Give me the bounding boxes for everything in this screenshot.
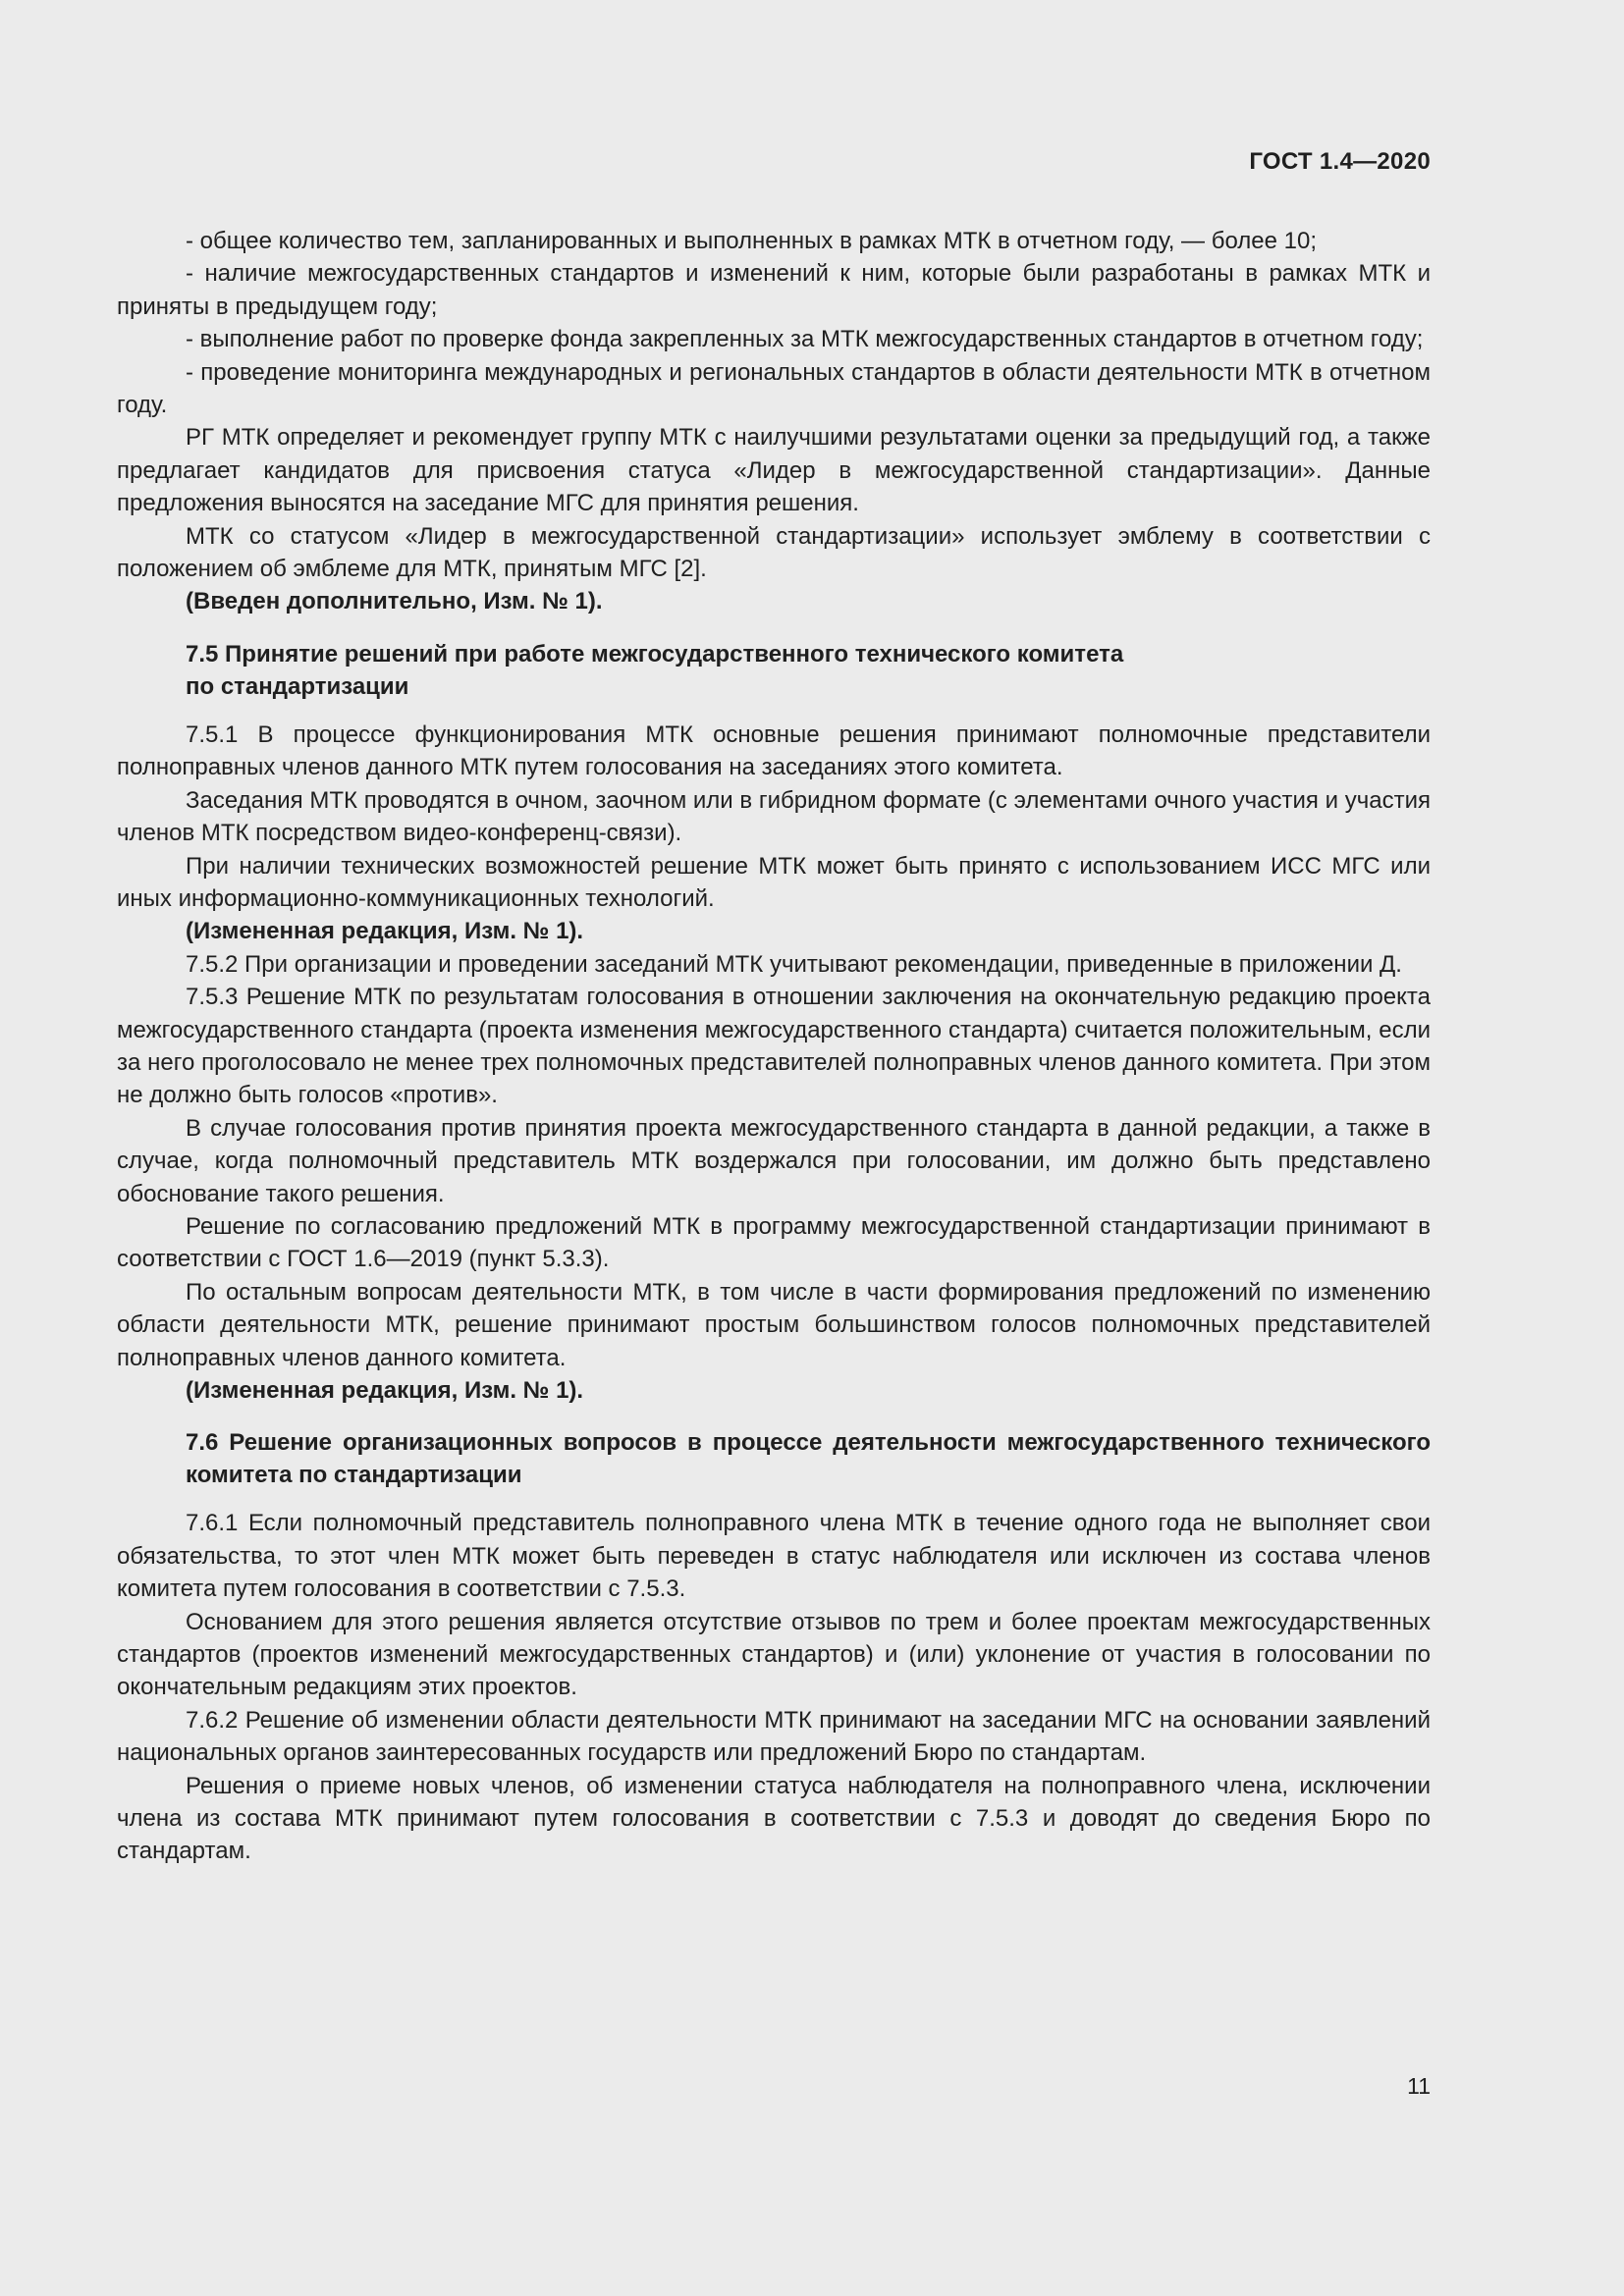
list-item: - выполнение работ по проверке фонда закрепленных за МТК межгосударственных стандартов в отчетном году; — [186, 326, 1424, 353]
list-item: - наличие межгосударственных стандартов и изменений к ним, которые были разработаны в рамках МТК и приняты в предыдущем году; — [117, 260, 1431, 320]
paragraph: Решения о приеме новых членов, об изменении статуса наблюдателя на полноправного члена, исключении члена из состава МТК принимают путем голосования в соответствии с 7.5.3 и доводят до сведения Бюро по стандартам. — [117, 1772, 1431, 1865]
paragraph: По остальным вопросам деятельности МТК, в том числе в части формирования предложений по изменению области деятельности МТК, решение принимают простым большинством голосов полномочных представителей полноправных членов данного комитета. — [117, 1278, 1431, 1371]
document-body — [117, 225, 1431, 1868]
list-item: - общее количество тем, запланированных и выполненных в рамках МТК в отчетном году, — более 10; — [186, 228, 1318, 254]
paragraph: В случае голосования против принятия проекта межгосударственного стандарта в данной редакции, а также в случае, когда полномочный представитель МТК воздержался при голосовании, им должно быть представлено обоснование такого решения. — [117, 1114, 1431, 1207]
amendment-note: (Измененная редакция, Изм. № 1). — [186, 918, 584, 945]
list-item: - проведение мониторинга международных и региональных стандартов в области деятельности МТК в отчетном году. — [117, 358, 1431, 419]
amendment-note: (Введен дополнительно, Изм. № 1). — [186, 588, 603, 615]
paragraph-7-6-1: 7.6.1 Если полномочный представитель полноправного члена МТК в течение одного года не выполняет свои обязательства, то этот член МТК может быть переведен в статус наблюдателя или исключен из состава членов комитета путем голосования в соответствии с 7.5.3. — [117, 1510, 1431, 1603]
paragraph: РГ МТК определяет и рекомендует группу МТК с наилучшими результатами оценки за предыдущий год, а также предлагает кандидатов для присвоения статуса «Лидер в межгосударственной стандартизации». Данные предложения выносятся на заседание МГС для принятия решения. — [117, 424, 1431, 517]
paragraph: При наличии технических возможностей решение МТК может быть принято с использованием ИСС МГС или иных информационно-коммуникационных технологий. — [117, 852, 1431, 912]
section-7-6-heading: 7.6 Решение организационных вопросов в процессе деятельности межгосударственного технического комитета по стандартизации — [186, 1429, 1431, 1489]
section-7-5-title-line2: по стандартизации — [186, 672, 409, 700]
paragraph-7-6-2: 7.6.2 Решение об изменении области деятельности МТК принимают на заседании МГС на основании заявлений национальных органов заинтересованных государств или предложений Бюро по стандартам. — [117, 1706, 1431, 1767]
paragraph-7-5-3: 7.5.3 Решение МТК по результатам голосования в отношении заключения на окончательную редакцию проекта межгосударственного стандарта (проекта изменения межгосударственного стандарта) считается положительным, если за него проголосовало не менее трех полномочных представителей полноправных членов данного комитета. При этом не должно быть голосов «против». — [117, 984, 1431, 1109]
paragraph: МТК со статусом «Лидер в межгосударственной стандартизации» использует эмблему в соответствии с положением об эмблеме для МТК, принятым МГС [2]. — [117, 522, 1431, 583]
paragraph: Основанием для этого решения является отсутствие отзывов по трем и более проектам межгосударственных стандартов (проектов изменений межгосударственных стандартов) и (или) уклонение от участия в голосовании по окончательным редакциям этих проектов. — [117, 1608, 1431, 1701]
paragraph: Заседания МТК проводятся в очном, заочном или в гибридном формате (с элементами очного участия и участия членов МТК посредством видео-конференц-связи). — [117, 786, 1431, 847]
section-7-5-heading — [186, 638, 1403, 703]
paragraph-7-5-2: 7.5.2 При организации и проведении заседаний МТК учитывают рекомендации, приведенные в приложении Д. — [186, 950, 1402, 978]
amendment-note: (Измененная редакция, Изм. № 1). — [186, 1377, 584, 1404]
paragraph: Решение по согласованию предложений МТК в программу межгосударственной стандартизации принимают в соответствии с ГОСТ 1.6—2019 (пункт 5.3.3). — [117, 1212, 1431, 1273]
page-number: 11 — [1407, 2073, 1431, 2099]
document-code-header: ГОСТ 1.4—2020 — [1249, 148, 1431, 175]
section-7-5-title-line1: 7.5 Принятие решений при работе межгосударственного технического комитета — [186, 640, 1124, 667]
paragraph-7-5-1: 7.5.1 В процессе функционирования МТК основные решения принимают полномочные представители полноправных членов данного МТК путем голосования на заседаниях этого комитета. — [117, 721, 1431, 781]
